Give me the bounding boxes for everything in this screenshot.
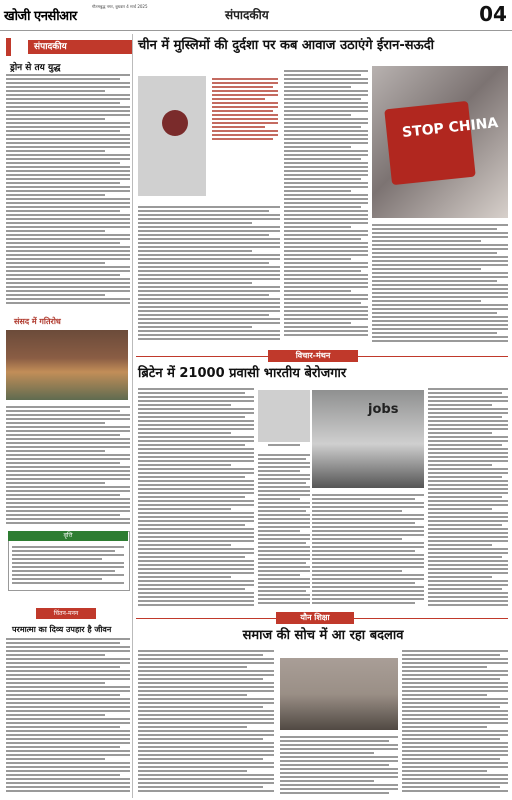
author-name (258, 444, 310, 446)
parliament-subhead: संसद में गतिरोध (14, 317, 61, 326)
main-body-col-2 (372, 224, 508, 346)
yuva-body-col-0 (138, 650, 274, 796)
vichar-section-label: विचार-मंथन (268, 350, 358, 362)
yuva-body-col-2 (402, 650, 508, 796)
vichar-body-col-3 (428, 388, 508, 610)
family-photo (280, 658, 398, 730)
yuva-headline: समाज की सोच में आ रहा बदलाव (242, 628, 404, 643)
section-title: संपादकीय (225, 8, 269, 22)
masthead (0, 0, 512, 31)
main-body-col-1 (284, 70, 368, 346)
china-map-graphic (138, 76, 206, 196)
vritti-label: वृत्ति (8, 531, 128, 541)
section-accent-mark (6, 38, 27, 56)
yuva-body-col-1 (280, 736, 398, 796)
stop-china-sign (384, 101, 475, 185)
vichar-body-col-2 (312, 494, 424, 610)
left-headline: ड्रोन से तय युद्ध (10, 63, 61, 73)
editorial-section-label: संपादकीय (28, 40, 132, 54)
parliament-photo (6, 330, 128, 400)
vichar-body-col-1 (258, 454, 310, 610)
chintan-label: चिंतन-मनन (36, 608, 96, 619)
vichar-body-col-0 (138, 388, 254, 610)
vritti-text (12, 546, 124, 586)
main-body-col-0 (138, 206, 280, 346)
sign-text: STOP CHINA (401, 115, 499, 141)
yuva-section-label: यौन शिक्षा (276, 612, 354, 624)
newspaper-logo: खोजी एनसीआर (4, 9, 77, 24)
column-divider (132, 34, 133, 798)
chintan-body-text (6, 638, 130, 796)
jobs-word: jobs (368, 402, 399, 417)
main-headline: चीन में मुस्लिमों की दुर्दशा पर कब आवाज उठाएंगे ईरान-सऊदी (138, 38, 434, 53)
left-body-text (6, 74, 130, 310)
page-number: 04 (476, 2, 510, 26)
pull-quote (212, 78, 278, 142)
parliament-body-text (6, 406, 130, 526)
chintan-headline: परमात्मा का दिव्य उपहार है जीवन (12, 625, 112, 634)
vichar-headline: ब्रिटेन में 21000 प्रवासी भारतीय बेरोजगार (138, 366, 347, 381)
dateline: गौतमबुद्ध नगर, बुधवार 4 मार्च 2025 (92, 4, 148, 9)
author-photo (258, 390, 310, 442)
map-highlight (162, 110, 188, 136)
